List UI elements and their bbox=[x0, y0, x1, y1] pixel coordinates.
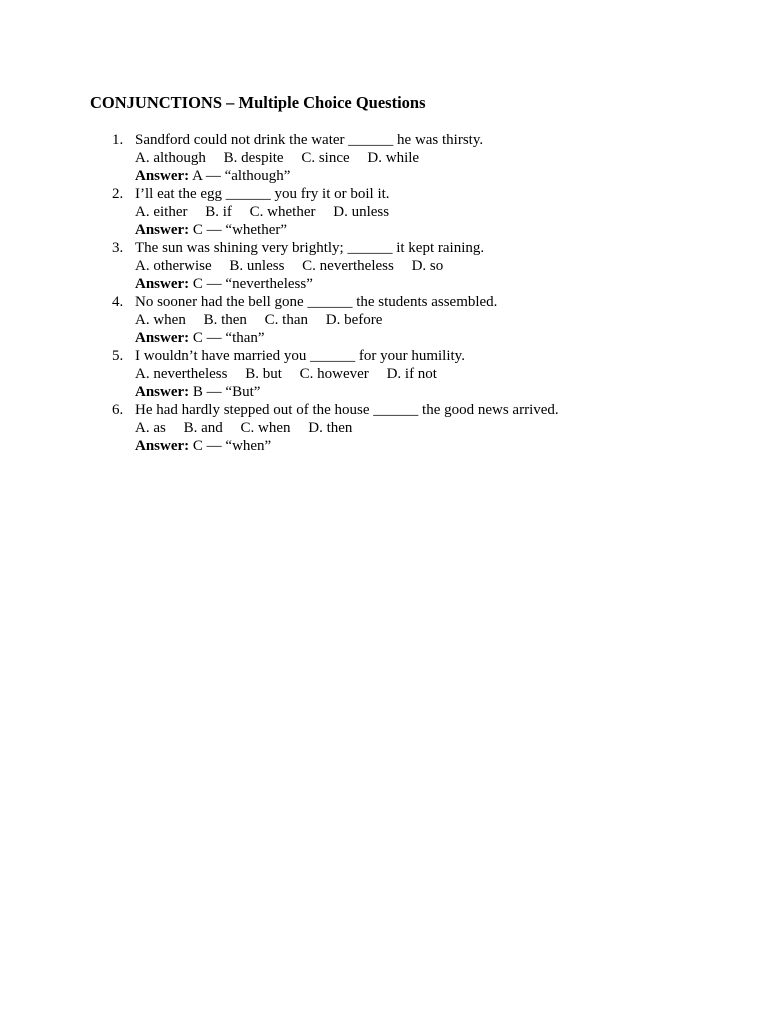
question-text: The sun was shining very brightly; ______ it kept raining. bbox=[135, 240, 485, 256]
answer-value: C — “nevertheless” bbox=[192, 276, 313, 292]
option-b: B. and bbox=[183, 420, 223, 436]
question-3 bbox=[90, 239, 730, 293]
option-c: C. since bbox=[301, 150, 350, 166]
answer-line bbox=[135, 383, 730, 401]
answer-value: B — “But” bbox=[192, 384, 261, 400]
option-b: B. but bbox=[245, 366, 282, 382]
question-options bbox=[135, 311, 730, 329]
question-4 bbox=[90, 293, 730, 347]
option-b: B. then bbox=[203, 312, 247, 328]
question-text: I’ll eat the egg ______ you fry it or boil it. bbox=[135, 186, 390, 202]
question-options bbox=[135, 257, 730, 275]
document-page bbox=[90, 93, 730, 455]
answer-label: Answer: bbox=[135, 276, 190, 292]
option-c: C. than bbox=[264, 312, 309, 328]
question-options bbox=[135, 419, 730, 437]
answer-label: Answer: bbox=[135, 168, 190, 184]
question-2 bbox=[90, 185, 730, 239]
page-title: CONJUNCTIONS – Multiple Choice Questions bbox=[90, 93, 426, 112]
option-c: C. when bbox=[240, 420, 291, 436]
question-number: 3. bbox=[112, 240, 124, 256]
option-d: D. so bbox=[411, 258, 444, 274]
question-number: 6. bbox=[112, 402, 124, 418]
question-number: 1. bbox=[112, 132, 124, 148]
answer-line bbox=[135, 437, 730, 455]
option-d: D. then bbox=[308, 420, 353, 436]
answer-line bbox=[135, 329, 730, 347]
option-a: A. when bbox=[135, 312, 186, 328]
option-a: A. otherwise bbox=[135, 258, 212, 274]
question-6 bbox=[90, 401, 730, 455]
option-d: D. if not bbox=[386, 366, 437, 382]
question-list bbox=[90, 131, 730, 455]
option-a: A. nevertheless bbox=[135, 366, 228, 382]
option-c: C. whether bbox=[249, 204, 316, 220]
question-number: 5. bbox=[112, 348, 124, 364]
answer-line bbox=[135, 167, 730, 185]
option-c: C. however bbox=[299, 366, 369, 382]
question-number: 2. bbox=[112, 186, 124, 202]
answer-label: Answer: bbox=[135, 384, 190, 400]
answer-value: A — “although” bbox=[192, 168, 291, 184]
option-d: D. while bbox=[367, 150, 420, 166]
answer-value: C — “when” bbox=[192, 438, 272, 454]
question-1 bbox=[90, 131, 730, 185]
question-5 bbox=[90, 347, 730, 401]
question-text: Sandford could not drink the water ______ he was thirsty. bbox=[135, 132, 484, 148]
option-d: D. unless bbox=[333, 204, 390, 220]
option-a: A. although bbox=[135, 150, 206, 166]
option-a: A. as bbox=[135, 420, 166, 436]
question-options bbox=[135, 149, 730, 167]
question-number: 4. bbox=[112, 294, 124, 310]
question-text: He had hardly stepped out of the house ______ the good news arrived. bbox=[135, 402, 559, 418]
question-options bbox=[135, 203, 730, 221]
option-b: B. despite bbox=[223, 150, 284, 166]
option-a: A. either bbox=[135, 204, 188, 220]
answer-label: Answer: bbox=[135, 222, 190, 238]
option-b: B. if bbox=[205, 204, 232, 220]
answer-label: Answer: bbox=[135, 438, 190, 454]
answer-line bbox=[135, 221, 730, 239]
question-text: No sooner had the bell gone ______ the students assembled. bbox=[135, 294, 498, 310]
option-b: B. unless bbox=[229, 258, 285, 274]
answer-value: C — “than” bbox=[192, 330, 265, 346]
answer-line bbox=[135, 275, 730, 293]
option-d: D. before bbox=[325, 312, 383, 328]
question-options bbox=[135, 365, 730, 383]
answer-value: C — “whether” bbox=[192, 222, 288, 238]
answer-label: Answer: bbox=[135, 330, 190, 346]
option-c: C. nevertheless bbox=[302, 258, 394, 274]
question-text: I wouldn’t have married you ______ for your humility. bbox=[135, 348, 465, 364]
